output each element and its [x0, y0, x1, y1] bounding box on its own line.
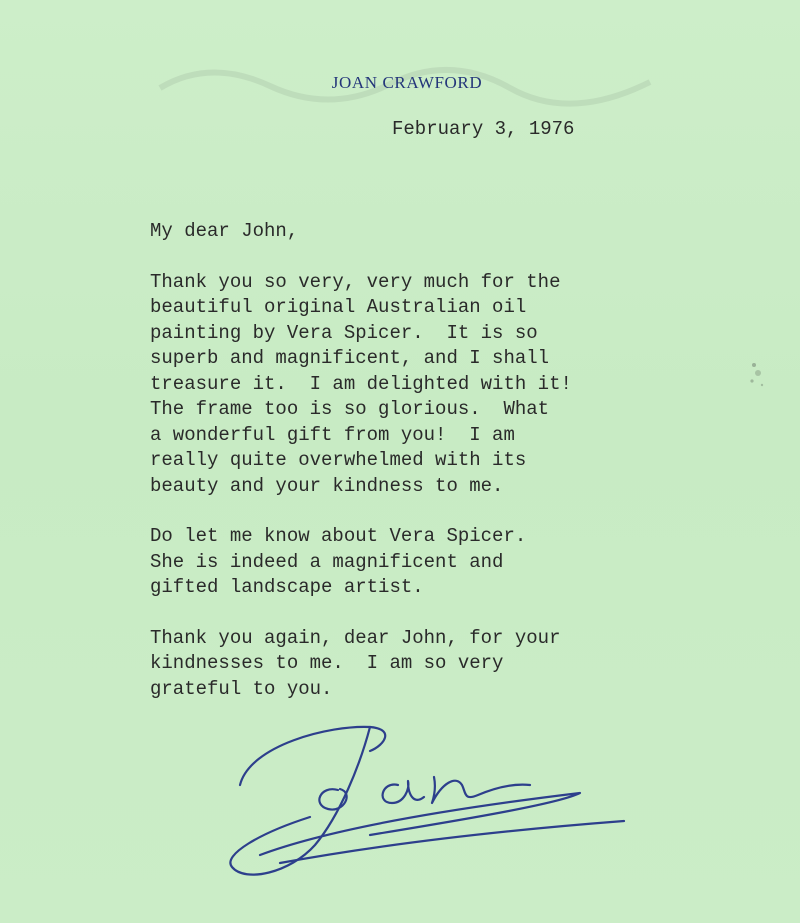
- body-line: The frame too is so glorious. What: [150, 398, 550, 420]
- paragraph-1: [150, 270, 710, 500]
- letter-date: February 3, 1976: [392, 118, 575, 140]
- body-line: superb and magnificent, and I shall: [150, 347, 550, 369]
- body-line: kindnesses to me. I am so very: [150, 652, 504, 674]
- handwritten-signature: [220, 705, 640, 895]
- body-line: treasure it. I am delighted with it!: [150, 372, 572, 395]
- body-line: grateful to you.: [150, 677, 333, 700]
- letter-body: [150, 219, 710, 727]
- letterhead-name: JOAN CRAWFORD: [331, 73, 483, 92]
- body-line: She is indeed a magnificent and: [150, 550, 504, 573]
- body-line: beauty and your kindness to me.: [150, 474, 504, 497]
- body-line: Do let me know about Vera Spicer.: [150, 525, 527, 547]
- body-line: gifted landscape artist.: [150, 576, 424, 598]
- body-line: Thank you so very, very much for the: [150, 270, 561, 293]
- body-line: Thank you again, dear John, for your: [150, 626, 561, 649]
- body-line: a wonderful gift from you! I am: [150, 423, 515, 446]
- ink-smudge: [742, 355, 772, 395]
- body-line: really quite overwhelmed with its: [150, 449, 527, 471]
- letterhead: [0, 73, 800, 93]
- body-line: beautiful original Australian oil: [150, 296, 527, 318]
- salutation: My dear John,: [150, 220, 299, 242]
- paragraph-2: [150, 524, 710, 601]
- paragraph-3: [150, 626, 710, 703]
- body-line: painting by Vera Spicer. It is so: [150, 321, 538, 344]
